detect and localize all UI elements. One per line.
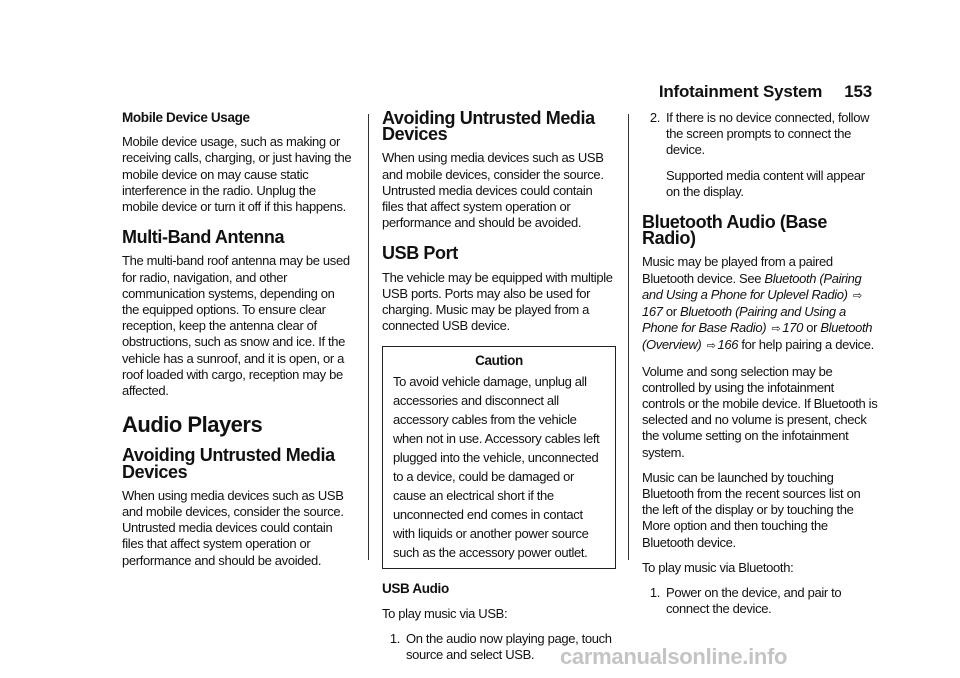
paragraph-usb-intro: To play music via USB: [382,605,508,621]
list-item-text: On the audio now playing page, touch source and select USB. [406,630,612,663]
column-right [642,110,878,626]
page-reference-arrow-icon: ⇨ [706,340,716,353]
page-reference-arrow-icon: ⇨ [771,323,781,336]
column-middle [382,110,616,672]
heading-audio-players: Audio Players [122,412,263,438]
caution-box [382,346,616,569]
paragraph-volume: Volume and song selection may be controlled by using the infotainment controls or the mobile device. If Bluetooth is selected and no volume is present, check the volume setting on the infotainment system. [642,363,878,460]
paragraph-supported-media: Supported media content will appear on the display. [666,167,865,199]
list-item-text: If there is no device connected, follow the screen prompts to connect the device. [666,110,870,158]
paragraph-multi-band-antenna: The multi-band roof antenna may be used for radio, navigation, and other communication systems, depending on the equipped options. To ensure clear reception, keep the antenna clear of obstructions, such as snow and ice. If the vehicle has a sunroof, and it is open, or a roof loaded with cargo, reception may be affected. [122,253,350,399]
list-item-number: 2. [649,110,660,125]
page-header [659,82,872,102]
watermark: carmanualsonline.info [560,644,788,669]
heading-multi-band-antenna: Multi-Band Antenna [122,227,285,248]
text-span: for help pairing a device. [738,337,874,353]
link-bluetooth-uplevel[interactable]: Bluetooth (Pairing and Using a Phone for Uplevel Radio) [642,270,862,302]
paragraph-bluetooth-intro: To play music via Bluetooth: [642,559,794,575]
link-bluetooth-overview[interactable]: Bluetooth (Overview) [642,320,873,353]
text-span: Music may be played from a paired Bluetooth device. See [642,254,833,286]
heading-avoiding-untrusted-media: Avoiding Untrusted Media Devices [382,108,595,145]
paragraph-avoiding-untrusted-media: When using media devices such as USB and mobile devices, consider the source. Untrusted media devices could contain files that affect system operation or performance and should be avoided. [122,487,344,568]
caution-text: To avoid vehicle damage, unplug all accessories and disconnect all accessory cables from the vehicle when not in use. Accessory cables left plugged into the vehicle, unconnected to a device, could be damaged or cause an electrical short if the unconnected end comes in contact with liquids or another power source such as the accessory power outlet. [393,374,600,561]
list-item-number: 1. [649,585,660,601]
page-ref[interactable]: 170 [782,320,803,336]
page-ref[interactable]: 166 [717,337,739,353]
paragraph-launch-music: Music can be launched by touching Bluetooth from the recent sources list on the left of the display or by touching the More option and then touching the Bluetooth device. [642,469,861,550]
heading-usb-port: USB Port [382,243,458,264]
page-reference-arrow-icon: ⇨ [852,289,862,302]
list-item-number: 1. [389,630,400,646]
column-left [122,110,354,578]
running-title: Infotainment System [658,82,823,101]
heading-avoiding-untrusted-media: Avoiding Untrusted Media Devices [122,445,335,482]
list-item-text: Power on the device, and pair to connect the device. [666,585,842,617]
caution-title: Caution [475,353,523,369]
list-item [642,110,878,159]
heading-mobile-device-usage: Mobile Device Usage [122,110,250,125]
text-span: or [662,304,681,320]
heading-bluetooth-audio: Bluetooth Audio (Base Radio) [642,212,827,249]
heading-usb-audio: USB Audio [382,581,449,597]
link-bluetooth-base[interactable]: Bluetooth (Pairing and Using a Phone for Base Radio) [642,304,846,336]
paragraph-mobile-device-usage: Mobile device usage, such as making or receiving calls, charging, or just having the mobile device on may cause static interference in the radio. Unplug the mobile device or turn it off if this happens. [122,134,352,215]
page-ref[interactable]: 167 [642,304,663,320]
paragraph-usb-port: The vehicle may be equipped with multiple USB ports. Ports may also be used for charging. Music may be played from a connected USB device. [382,269,613,334]
column-divider [368,114,369,560]
paragraph-avoiding-untrusted-media: When using media devices such as USB and mobile devices, consider the source. Untrusted media devices could contain files that affect system operation or performance and should be avoided. [382,150,604,231]
list-item [642,585,878,617]
page-number: 153 [844,82,872,101]
text-span: or [802,320,821,336]
paragraph-bluetooth-pairing [642,254,878,354]
column-divider [628,114,629,560]
